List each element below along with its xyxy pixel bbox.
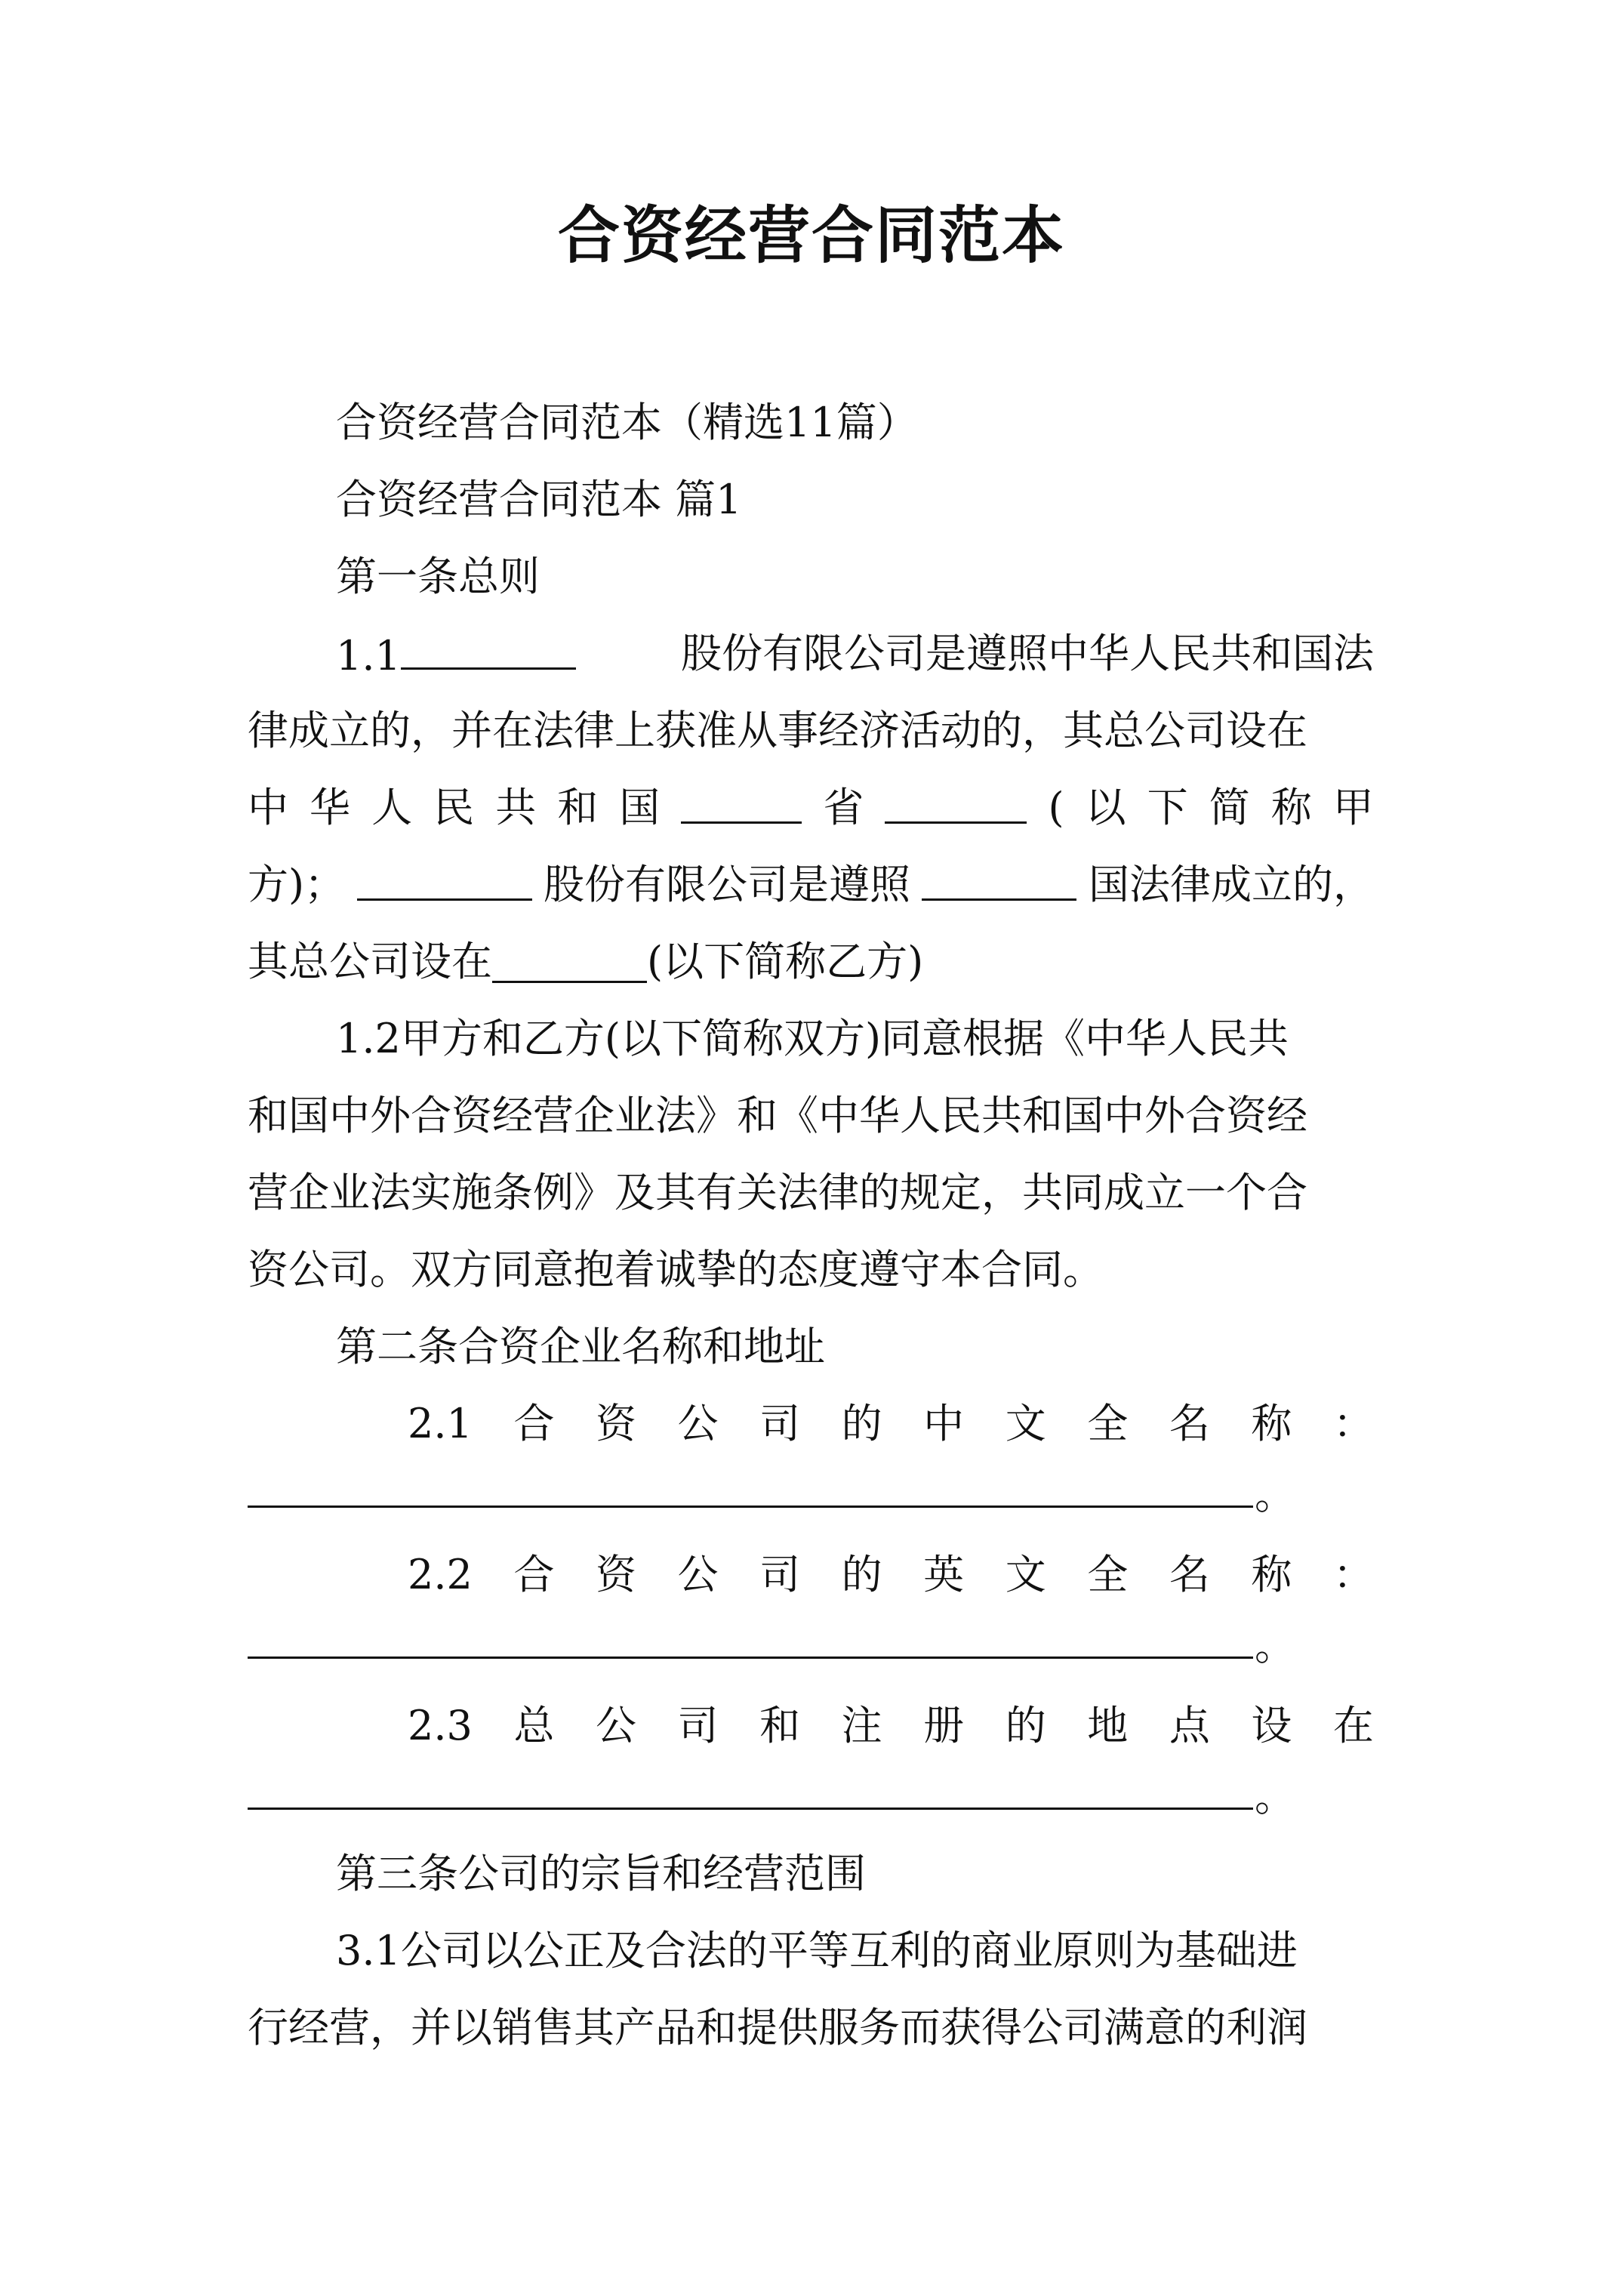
char: 合 [513,1551,555,1598]
char: 的 [841,1400,882,1447]
clause-1-2-line-3: 营企业法实施条例》及其有关法律的规定，共同成立一个合 [248,1169,1307,1216]
blank-line [885,778,1027,824]
clause-1-1-line-4 [248,855,1374,915]
clause-1-1-line-2 [248,701,1374,761]
end-mark: 。 [1255,1773,1295,1820]
char: 民 [433,784,475,831]
section-heading: 合资经营合同范本 篇1 [336,476,742,523]
blank-line [492,937,647,983]
char: 下 [1147,784,1188,831]
clause-number: 1.1 [336,632,401,680]
end-mark: 。 [1255,1622,1295,1669]
char: 和 [759,1702,801,1749]
clause-text: 其总公司设在 [248,938,492,985]
clause-1-1-line-5 [248,932,923,992]
char: 国 [619,784,661,831]
blank-line [681,778,802,824]
char: 称 [1270,784,1312,831]
char: 司 [759,1400,801,1447]
clause-text: (以下简称乙方) [647,938,924,985]
char: 文 [1005,1551,1046,1598]
char: 文 [1005,1400,1046,1447]
char: ： [1332,1400,1374,1447]
item-2-2 [408,1545,1374,1605]
char: 全 [1087,1400,1129,1447]
clause-text: 律成立的，并在法律上获准从事经济活动的，其总公司设在 [248,707,1307,754]
char: 点 [1169,1702,1210,1749]
char: 的 [1005,1702,1046,1749]
char: 中 [248,784,288,831]
document-title: 合资经营合同范本 [557,199,1065,272]
clause-1-2-line-4: 资公司。双方同意抱着诚挚的态度遵守本合同。 [248,1246,1104,1293]
clause-text: 国法律成立的， [1088,861,1374,908]
article-1-heading: 第一条总则 [336,553,540,600]
clause-1-2-line-1: 1.2甲方和乙方(以下简称双方)同意根据《中华人民共 [336,1015,1289,1062]
char: 册 [923,1702,965,1749]
clause-text: 方)； [248,861,346,908]
char: 省 [823,784,864,831]
char: ： [1332,1551,1374,1598]
item-number: 2.1 [408,1400,473,1447]
char: 共 [495,784,537,831]
char: 称 [1251,1551,1292,1598]
clause-text: 股份有限公司是遵照中华人民共和国法 [681,630,1374,677]
char: 华 [310,784,351,831]
char: 名 [1169,1400,1210,1447]
char: 人 [371,784,413,831]
char: 资 [595,1551,636,1598]
char: 公 [595,1702,636,1749]
char: 公 [677,1551,719,1598]
char: 中 [923,1400,965,1447]
char: 总 [513,1702,555,1749]
char: 以 [1085,784,1126,831]
char: 公 [677,1400,719,1447]
article-3-heading: 第三条公司的宗旨和经营范围 [336,1850,866,1897]
blank-line [248,1505,1253,1508]
item-2-3 [408,1696,1374,1756]
char: 注 [841,1702,882,1749]
blank-line [357,855,532,901]
char: 司 [677,1702,719,1749]
clause-1-2-line-2: 和国中外合资经营企业法》和《中华人民共和国中外合资经 [248,1092,1307,1139]
blank-line [248,1808,1253,1810]
clause-1-1-line-3 [248,778,1374,838]
clause-3-1-line-2: 行经营，并以销售其产品和提供服务而获得公司满意的利润 [248,2004,1307,2051]
char: 设 [1251,1702,1292,1749]
char: 全 [1087,1551,1129,1598]
subtitle: 合资经营合同范本（精选11篇） [336,399,918,446]
char: 英 [923,1551,965,1598]
article-2-heading: 第二条合资企业名称和地址 [336,1323,825,1370]
char: 和 [557,784,599,831]
item-2-1 [408,1394,1374,1454]
char: 在 [1332,1702,1374,1749]
item-number: 2.2 [408,1551,473,1598]
char: 的 [841,1551,882,1598]
blank-line [922,855,1076,901]
char: 司 [759,1551,801,1598]
char: 甲 [1332,784,1374,831]
clause-1-1-line-1 [336,624,1374,686]
char: ( [1048,784,1064,831]
char: 地 [1087,1702,1129,1749]
char: 称 [1251,1400,1292,1447]
char: 名 [1169,1551,1210,1598]
char: 简 [1209,784,1250,831]
clause-text: 股份有限公司是遵照 [544,861,911,908]
blank-line [401,624,576,670]
clause-3-1-line-1: 3.1公司以公正及合法的平等互利的商业原则为基础进 [336,1927,1298,1974]
blank-line [248,1657,1253,1659]
char: 合 [513,1400,555,1447]
item-number: 2.3 [408,1702,473,1749]
end-mark: 。 [1255,1471,1295,1518]
char: 资 [595,1400,636,1447]
